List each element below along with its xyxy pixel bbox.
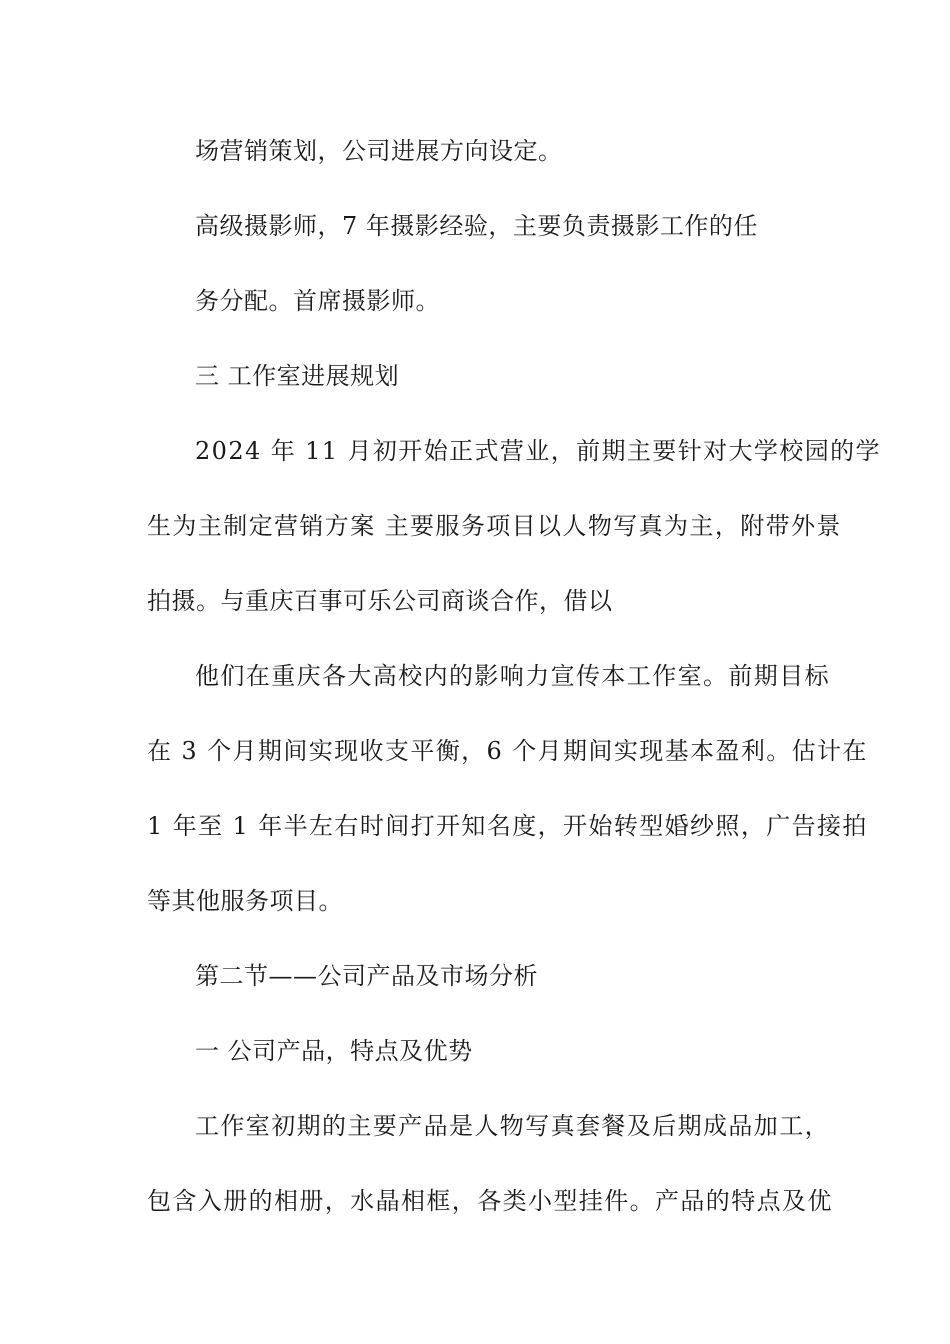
paragraph-line-7: 拍摄。与重庆百事可乐公司商谈合作，借以	[147, 587, 613, 615]
paragraph-line-5: 2024 年 11 月初开始正式营业，前期主要针对大学校园的学	[195, 437, 881, 465]
section-heading-products-market: 第二节——公司产品及市场分析	[195, 962, 538, 990]
paragraph-line-15: 包含入册的相册，水晶相框，各类小型挂件。产品的特点及优	[147, 1187, 833, 1215]
paragraph-line-2: 高级摄影师，7 年摄影经验，主要负责摄影工作的任	[195, 212, 758, 240]
paragraph-line-6: 生为主制定营销方案 主要服务项目以人物写真为主，附带外景	[147, 512, 842, 540]
section-heading-development-plan: 三 工作室进展规划	[195, 362, 400, 390]
paragraph-line-3: 务分配。首席摄影师。	[195, 287, 440, 315]
paragraph-line-14: 工作室初期的主要产品是人物写真套餐及后期成品加工，	[195, 1112, 830, 1140]
paragraph-line-11: 等其他服务项目。	[147, 887, 343, 915]
paragraph-line-10: 1 年至 1 年半左右时间打开知名度，开始转型婚纱照，广告接拍	[147, 812, 868, 840]
paragraph-line-1: 场营销策划，公司进展方向设定。	[195, 137, 563, 165]
subsection-heading-products: 一 公司产品，特点及优势	[195, 1037, 473, 1065]
paragraph-line-8: 他们在重庆各大高校内的影响力宣传本工作室。前期目标	[195, 662, 830, 690]
paragraph-line-9: 在 3 个月期间实现收支平衡，6 个月期间实现基本盈利。估计在	[147, 737, 868, 765]
